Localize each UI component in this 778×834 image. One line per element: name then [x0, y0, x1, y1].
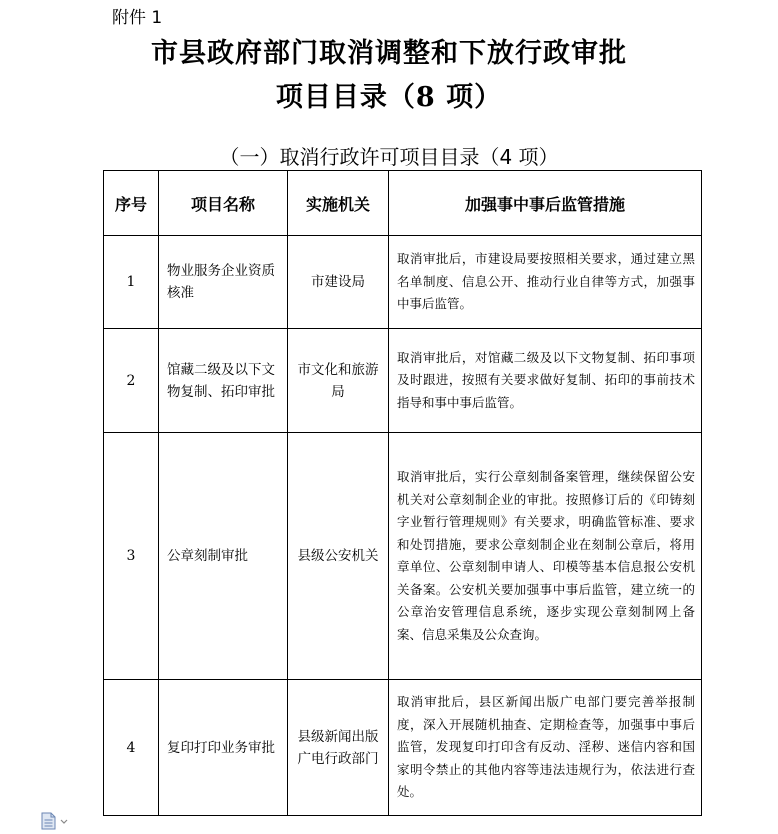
document-title-line2: 项目目录（8 项）: [275, 82, 503, 113]
row-measures: 取消审批后，县区新闻出版广电部门要完善举报制度，深入开展随机抽查、定期检查等，加强事中事后监管，发现复印打印含有反动、淫秽、迷信内容和国家明令禁止的其他内容等违法违规行为，依法进行查处。: [389, 680, 702, 816]
table-row: [104, 236, 702, 329]
row-measures: 取消审批后，实行公章刻制备案管理，继续保留公安机关对公章刻制企业的审批。按照修订后的《印铸刻字业暂行管理规则》有关要求，明确监管标准、要求和处罚措施，要求公章刻制企业在刻制公章后，将用章单位、公章刻制申请人、印模等基本信息报公安机关备案。公安机关要加强事中事后监管，建立统一的公章治安管理信息系统，逐步实现公章刻制网上备案、信息采集及公众查询。: [389, 433, 702, 680]
row-measures: 取消审批后，对馆藏二级及以下文物复制、拓印事项及时跟进，按照有关要求做好复制、拓印的事前技术指导和事中事后监管。: [389, 329, 702, 433]
header-implementing-agency: 实施机关: [288, 171, 389, 236]
table-row: [104, 329, 702, 433]
document-title-line1: 市县政府部门取消调整和下放行政审批: [151, 38, 627, 69]
table-row: [104, 433, 702, 680]
row-agency: 县级新闻出版广电行政部门: [288, 680, 389, 816]
header-supervision-measures: 加强事中事后监管措施: [389, 171, 702, 236]
header-item-name: 项目名称: [159, 171, 288, 236]
approval-items-table: [103, 170, 702, 816]
row-measures: 取消审批后，市建设局要按照相关要求，通过建立黑名单制度、信息公开、推动行业自律等方式，加强事中事后监管。: [389, 236, 702, 329]
row-agency: 市文化和旅游局: [288, 329, 389, 433]
row-no: 3: [104, 433, 159, 680]
section-title: （一）取消行政许可项目目录（4 项）: [219, 145, 559, 169]
row-item-name: 馆藏二级及以下文物复制、拓印审批: [159, 329, 288, 433]
header-no: 序号: [104, 171, 159, 236]
row-no: 2: [104, 329, 159, 433]
row-item-name: 公章刻制审批: [159, 433, 288, 680]
attachment-label: 附件 1: [112, 8, 163, 28]
table-header-row: [104, 171, 702, 236]
row-item-name: 物业服务企业资质核准: [159, 236, 288, 329]
table-row: [104, 680, 702, 816]
row-item-name: 复印打印业务审批: [159, 680, 288, 816]
row-no: 1: [104, 236, 159, 329]
document-icon[interactable]: [40, 812, 70, 830]
row-agency: 县级公安机关: [288, 433, 389, 680]
row-agency: 市建设局: [288, 236, 389, 329]
row-no: 4: [104, 680, 159, 816]
